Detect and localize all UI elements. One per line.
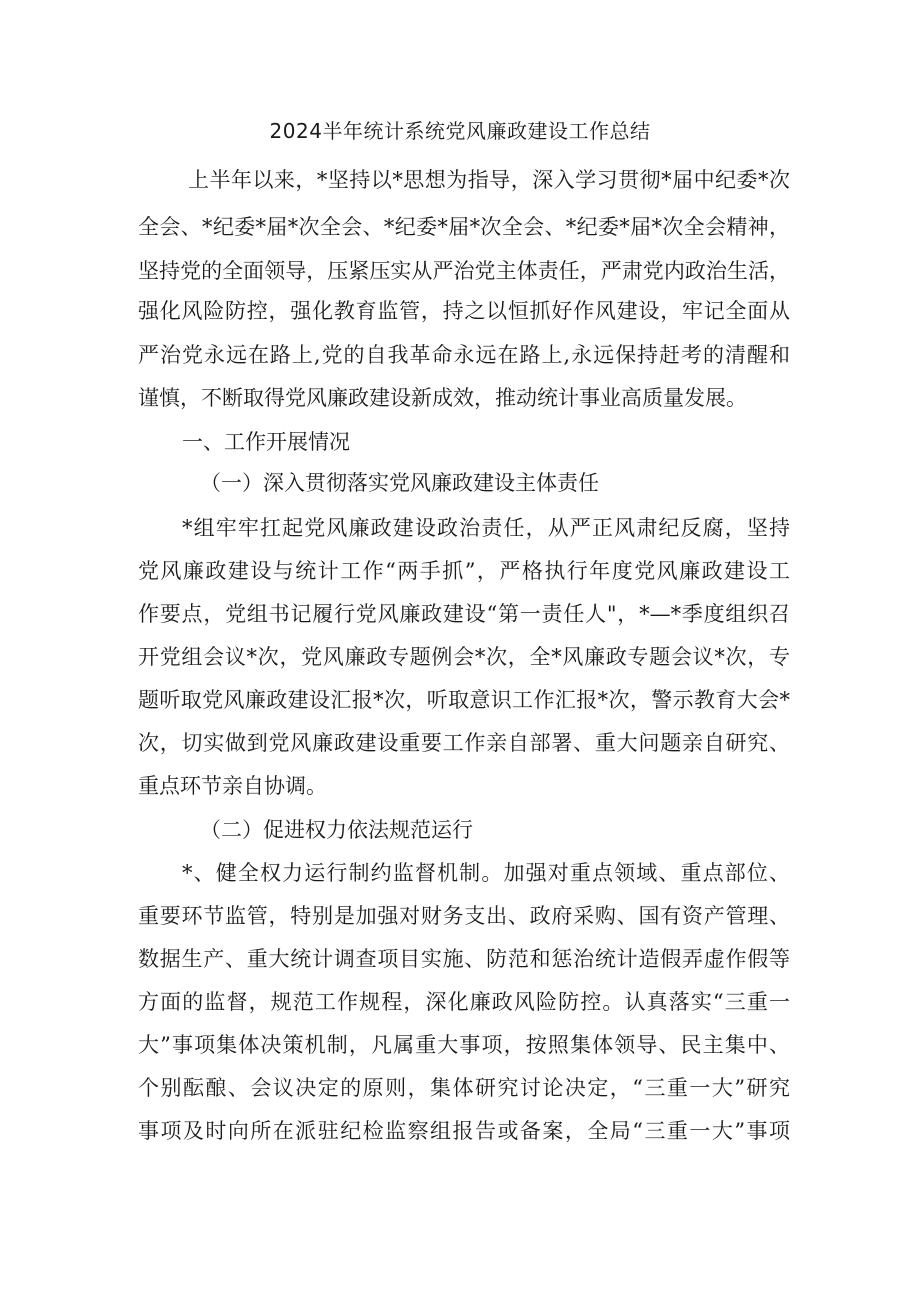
paragraph-line: 大”事项集体决策机制，凡属重大事项，按照集体领导、民主集中、 xyxy=(138,1033,790,1057)
paragraph-line: 方面的监督，规范工作规程，深化廉政风险防控。认真落实“三重一 xyxy=(138,990,790,1014)
paragraph-line: 党风廉政建设与统计工作“两手抓”，严格执行年度党风廉政建设工 xyxy=(138,559,790,583)
paragraph-line: 次，切实做到党风廉政建设重要工作亲自部署、重大问题亲自研究、 xyxy=(138,731,790,755)
paragraph-line: 重要环节监管，特别是加强对财务支出、政府采购、国有资产管理、 xyxy=(138,904,790,928)
subsection-heading: （二）促进权力依法规范运行 xyxy=(200,818,473,842)
paragraph-line: 作要点，党组书记履行党风廉政建设“第一责任人"，*—*季度组织召 xyxy=(138,602,790,626)
paragraph-line: 事项及时向所在派驻纪检监察组报告或备案，全局“三重一大”事项 xyxy=(138,1119,790,1143)
paragraph-line: 谨慎，不断取得党风廉政建设新成效，推动统计事业高质量发展。 xyxy=(138,386,747,410)
paragraph-line: 严治党永远在路上,党的自我革命永远在路上,永远保持赶考的清醒和 xyxy=(138,343,790,367)
section-heading: 一、工作开展情况 xyxy=(182,430,350,454)
paragraph-line: 个别酝酿、会议决定的原则，集体研究讨论决定，“三重一大”研究 xyxy=(138,1076,790,1100)
paragraph-line: 上半年以来，*坚持以*思想为指导，深入学习贯彻*届中纪委*次 xyxy=(188,168,790,192)
paragraph-line: 强化风险防控，强化教育监管，持之以恒抓好作风建设，牢记全面从 xyxy=(138,299,790,323)
paragraph-line: 坚持党的全面领导，压紧压实从严治党主体责任，严肃党内政治生活， xyxy=(138,259,790,283)
paragraph-line: 开党组会议*次，党风廉政专题例会*次，全*风廉政专题会议*次，专 xyxy=(138,645,790,669)
paragraph-line: 全会、*纪委*届*次全会、*纪委*届*次全会、*纪委*届*次全会精神， xyxy=(138,215,790,239)
paragraph-line: 重点环节亲自协调。 xyxy=(138,774,327,798)
paragraph-line: *、健全权力运行制约监督机制。加强对重点领域、重点部位、 xyxy=(182,861,790,885)
paragraph-line: 题听取党风廉政建设汇报*次，听取意识工作汇报*次，警示教育大会* xyxy=(138,688,790,712)
subsection-heading: （一）深入贯彻落实党风廉政建设主体责任 xyxy=(200,471,599,495)
document-title: 2024半年统计系统党风廉政建设工作总结 xyxy=(269,119,651,143)
paragraph-line: *组牢牢扛起党风廉政建设政治责任，从严正风肃纪反腐，坚持 xyxy=(182,516,790,540)
paragraph-line: 数据生产、重大统计调查项目实施、防范和惩治统计造假弄虚作假等 xyxy=(138,947,790,971)
